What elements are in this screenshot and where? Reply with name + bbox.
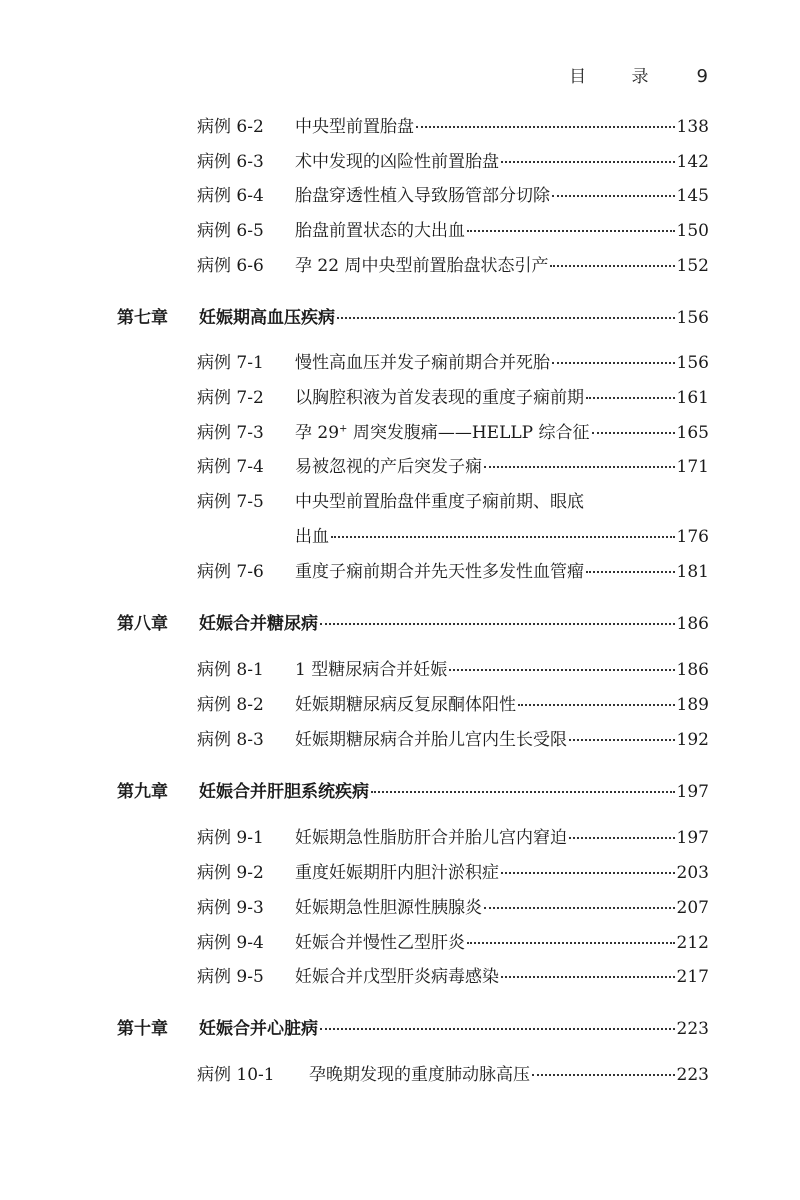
- header-title: 目 录: [569, 67, 669, 87]
- entry-title: 慢性高血压并发子痫前期合并死胎: [295, 353, 550, 373]
- entry-title: 孕晚期发现的重度肺动脉高压: [309, 1065, 530, 1085]
- entry-title: 妊娠期糖尿病反复尿酮体阳性: [295, 695, 516, 715]
- entry-page: 142: [676, 152, 709, 172]
- entry-title: 妊娠期急性脂肪肝合并胎儿宫内窘迫: [295, 828, 567, 848]
- entry-page: 192: [676, 730, 709, 750]
- toc-entry-continuation[interactable]: [295, 522, 709, 552]
- entry-page: 152: [676, 256, 709, 276]
- entry-title: 妊娠期急性胆源性胰腺炎: [295, 898, 482, 918]
- dot-leader: [371, 791, 675, 793]
- entry-title: 以胸腔积液为首发表现的重度子痫前期: [295, 388, 584, 408]
- toc-entry[interactable]: [197, 655, 709, 685]
- entry-label: 病例 9-3: [197, 898, 264, 918]
- toc-entry[interactable]: [197, 962, 709, 992]
- entry-page: 223: [676, 1065, 709, 1085]
- entry-label: 病例 7-2: [197, 388, 264, 408]
- entry-title: 中央型前置胎盘伴重度子痫前期、眼底: [295, 492, 584, 512]
- toc-entry[interactable]: [197, 725, 709, 755]
- entry-label: 病例 10-1: [197, 1065, 275, 1085]
- dot-leader: [518, 704, 675, 706]
- dot-leader: [484, 907, 675, 909]
- entry-page: 181: [676, 562, 709, 582]
- chapter-title: 妊娠合并肝胆系统疾病: [199, 782, 369, 802]
- entry-title: 胎盘前置状态的大出血: [295, 221, 465, 241]
- toc-entry[interactable]: [197, 452, 709, 482]
- dot-leader: [467, 230, 675, 232]
- dot-leader: [320, 623, 675, 625]
- entry-page: 150: [676, 221, 709, 241]
- entry-label: 病例 7-5: [197, 492, 264, 512]
- chapter-page: 186: [676, 614, 709, 634]
- chapter-page: 223: [676, 1019, 709, 1039]
- dot-leader: [552, 195, 675, 197]
- entry-page: 189: [676, 695, 709, 715]
- entry-label: 病例 7-4: [197, 457, 264, 477]
- dot-leader: [320, 1028, 675, 1030]
- chapter-label: 第七章: [117, 308, 168, 328]
- entry-label: 病例 6-3: [197, 152, 264, 172]
- toc-entry[interactable]: [197, 858, 709, 888]
- toc-entry[interactable]: [197, 823, 709, 853]
- entry-label: 病例 7-6: [197, 562, 264, 582]
- toc-entry[interactable]: [197, 181, 709, 211]
- entry-page: 203: [676, 863, 709, 883]
- entry-page: 165: [676, 423, 709, 443]
- entry-label: 病例 6-5: [197, 221, 264, 241]
- chapter-title: 妊娠合并心脏病: [199, 1019, 318, 1039]
- entry-page: 156: [676, 353, 709, 373]
- entry-title: 重度子痫前期合并先天性多发性血管瘤: [295, 562, 584, 582]
- toc-entry[interactable]: [197, 557, 709, 587]
- entry-title: 妊娠期糖尿病合并胎儿宫内生长受限: [295, 730, 567, 750]
- chapter-page: 197: [676, 782, 709, 802]
- entry-page: 197: [676, 828, 709, 848]
- entry-page: 176: [676, 527, 709, 547]
- entry-page: 186: [676, 660, 709, 680]
- entry-page: 212: [676, 933, 709, 953]
- dot-leader: [501, 161, 675, 163]
- entry-title: 孕 29+ 周突发腹痛——HELLP 综合征: [295, 423, 590, 443]
- dot-leader: [337, 317, 675, 319]
- entry-label: 病例 6-4: [197, 186, 264, 206]
- entry-title: 妊娠合并慢性乙型肝炎: [295, 933, 465, 953]
- entry-label: 病例 9-5: [197, 967, 264, 987]
- dot-leader: [532, 1074, 675, 1076]
- header-page-number: 9: [696, 66, 708, 87]
- entry-page: 217: [676, 967, 709, 987]
- entry-label: 病例 8-2: [197, 695, 264, 715]
- chapter-title: 妊娠合并糖尿病: [199, 614, 318, 634]
- dot-leader: [416, 126, 675, 128]
- dot-leader: [467, 942, 675, 944]
- toc-chapter[interactable]: [117, 777, 709, 807]
- chapter-label: 第八章: [117, 614, 168, 634]
- entry-page: 207: [676, 898, 709, 918]
- dot-leader: [569, 837, 675, 839]
- chapter-label: 第九章: [117, 782, 168, 802]
- dot-leader: [592, 432, 675, 434]
- entry-title: 妊娠合并戊型肝炎病毒感染: [295, 967, 499, 987]
- dot-leader: [501, 976, 675, 978]
- toc-entry[interactable]: [197, 418, 709, 448]
- toc-chapter[interactable]: [117, 303, 709, 333]
- entry-title: 胎盘穿透性植入导致肠管部分切除: [295, 186, 550, 206]
- toc-entry[interactable]: [197, 893, 709, 923]
- dot-leader: [569, 739, 675, 741]
- entry-page: 161: [676, 388, 709, 408]
- entry-page: 145: [676, 186, 709, 206]
- entry-title: 1 型糖尿病合并妊娠: [295, 660, 448, 680]
- dot-leader: [550, 265, 674, 267]
- entry-label: 病例 7-1: [197, 353, 264, 373]
- entry-title: 中央型前置胎盘: [295, 117, 414, 137]
- entry-page: 138: [676, 117, 709, 137]
- entry-label: 病例 6-2: [197, 117, 264, 137]
- toc-entry[interactable]: [197, 383, 709, 413]
- entry-label: 病例 7-3: [197, 423, 264, 443]
- toc-entry[interactable]: [197, 1060, 709, 1090]
- running-header: [569, 62, 708, 87]
- entry-title: 重度妊娠期肝内胆汁淤积症: [295, 863, 499, 883]
- chapter-title: 妊娠期高血压疾病: [199, 308, 335, 328]
- toc-entry[interactable]: [197, 147, 709, 177]
- dot-leader: [552, 362, 675, 364]
- toc-chapter[interactable]: [117, 1014, 709, 1044]
- toc-entry[interactable]: [197, 487, 709, 517]
- entry-label: 病例 6-6: [197, 256, 264, 276]
- dot-leader: [501, 872, 675, 874]
- entry-title-continuation: 出血: [295, 527, 329, 547]
- dot-leader: [449, 669, 674, 671]
- entry-label: 病例 9-1: [197, 828, 264, 848]
- entry-label: 病例 9-4: [197, 933, 264, 953]
- entry-title: 孕 22 周中央型前置胎盘状态引产: [295, 256, 549, 276]
- chapter-page: 156: [676, 308, 709, 328]
- entry-title: 易被忽视的产后突发子痫: [295, 457, 482, 477]
- toc-entry[interactable]: [197, 690, 709, 720]
- toc-entry[interactable]: [197, 348, 709, 378]
- toc-entry[interactable]: [197, 216, 709, 246]
- dot-leader: [586, 571, 675, 573]
- entry-label: 病例 8-1: [197, 660, 264, 680]
- entry-title: 术中发现的凶险性前置胎盘: [295, 152, 499, 172]
- toc-entry[interactable]: [197, 928, 709, 958]
- toc-entry[interactable]: [197, 251, 709, 281]
- chapter-label: 第十章: [117, 1019, 168, 1039]
- entry-label: 病例 9-2: [197, 863, 264, 883]
- dot-leader: [331, 536, 675, 538]
- toc-entry[interactable]: [197, 112, 709, 142]
- superscript-plus: +: [339, 423, 348, 435]
- dot-leader: [586, 397, 675, 399]
- toc-chapter[interactable]: [117, 609, 709, 639]
- entry-label: 病例 8-3: [197, 730, 264, 750]
- dot-leader: [484, 466, 675, 468]
- entry-page: 171: [676, 457, 709, 477]
